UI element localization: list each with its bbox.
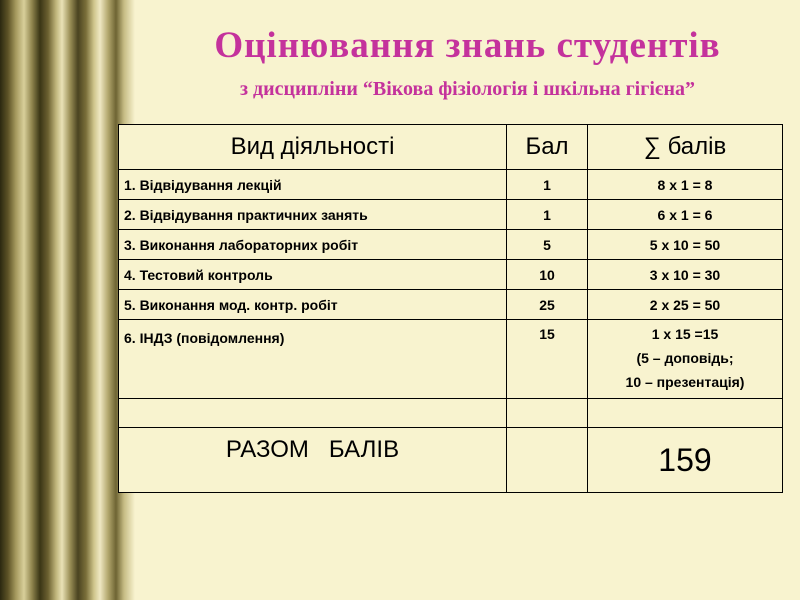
total-cell: 5 x 10 = 50 bbox=[588, 230, 783, 260]
total-label: РАЗОМ БАЛІВ bbox=[119, 428, 507, 493]
points-cell: 15 bbox=[507, 320, 588, 399]
activity-cell: 6. ІНДЗ (повідомлення) bbox=[119, 320, 507, 399]
total-cell: 3 x 10 = 30 bbox=[588, 260, 783, 290]
header-activity: Вид діяльності bbox=[119, 125, 507, 170]
total-cell: 2 x 25 = 50 bbox=[588, 290, 783, 320]
points-cell: 1 bbox=[507, 170, 588, 200]
table-row bbox=[119, 230, 783, 260]
total-line: (5 – доповідь; bbox=[636, 350, 734, 366]
total-value: 159 bbox=[588, 428, 783, 493]
total-cell: 8 x 1 = 8 bbox=[588, 170, 783, 200]
page-subtitle: з дисципліни “Вікова фізіологія і шкільна гігієна” bbox=[239, 78, 696, 100]
table-row bbox=[119, 170, 783, 200]
total-line: 1 x 15 =15 bbox=[651, 326, 719, 342]
activity-cell: 2. Відвідування практичних занять bbox=[119, 200, 507, 230]
table-row bbox=[119, 320, 783, 399]
activity-cell: 1. Відвідування лекцій bbox=[119, 170, 507, 200]
page-title: Оцінювання знань студентів bbox=[214, 25, 721, 66]
header-total: ∑ балів bbox=[588, 125, 783, 170]
header-points: Бал bbox=[507, 125, 588, 170]
points-cell: 25 bbox=[507, 290, 588, 320]
activity-cell: 5. Виконання мод. контр. робіт bbox=[119, 290, 507, 320]
grading-table bbox=[118, 124, 783, 493]
empty-cell bbox=[119, 399, 507, 428]
table-row bbox=[119, 260, 783, 290]
activity-cell: 3. Виконання лабораторних робіт bbox=[119, 230, 507, 260]
points-cell: 5 bbox=[507, 230, 588, 260]
empty-cell bbox=[507, 399, 588, 428]
empty-cell bbox=[588, 399, 783, 428]
points-cell: 10 bbox=[507, 260, 588, 290]
curtain-decoration bbox=[0, 0, 135, 600]
total-cell bbox=[588, 320, 783, 399]
table-row bbox=[119, 200, 783, 230]
table-row bbox=[119, 290, 783, 320]
total-cell: 6 x 1 = 6 bbox=[588, 200, 783, 230]
total-row bbox=[119, 428, 783, 493]
empty-cell bbox=[507, 428, 588, 493]
activity-cell: 4. Тестовий контроль bbox=[119, 260, 507, 290]
total-line: 10 – презентація) bbox=[625, 374, 745, 390]
table-header-row bbox=[119, 125, 783, 170]
points-cell: 1 bbox=[507, 200, 588, 230]
empty-row bbox=[119, 399, 783, 428]
